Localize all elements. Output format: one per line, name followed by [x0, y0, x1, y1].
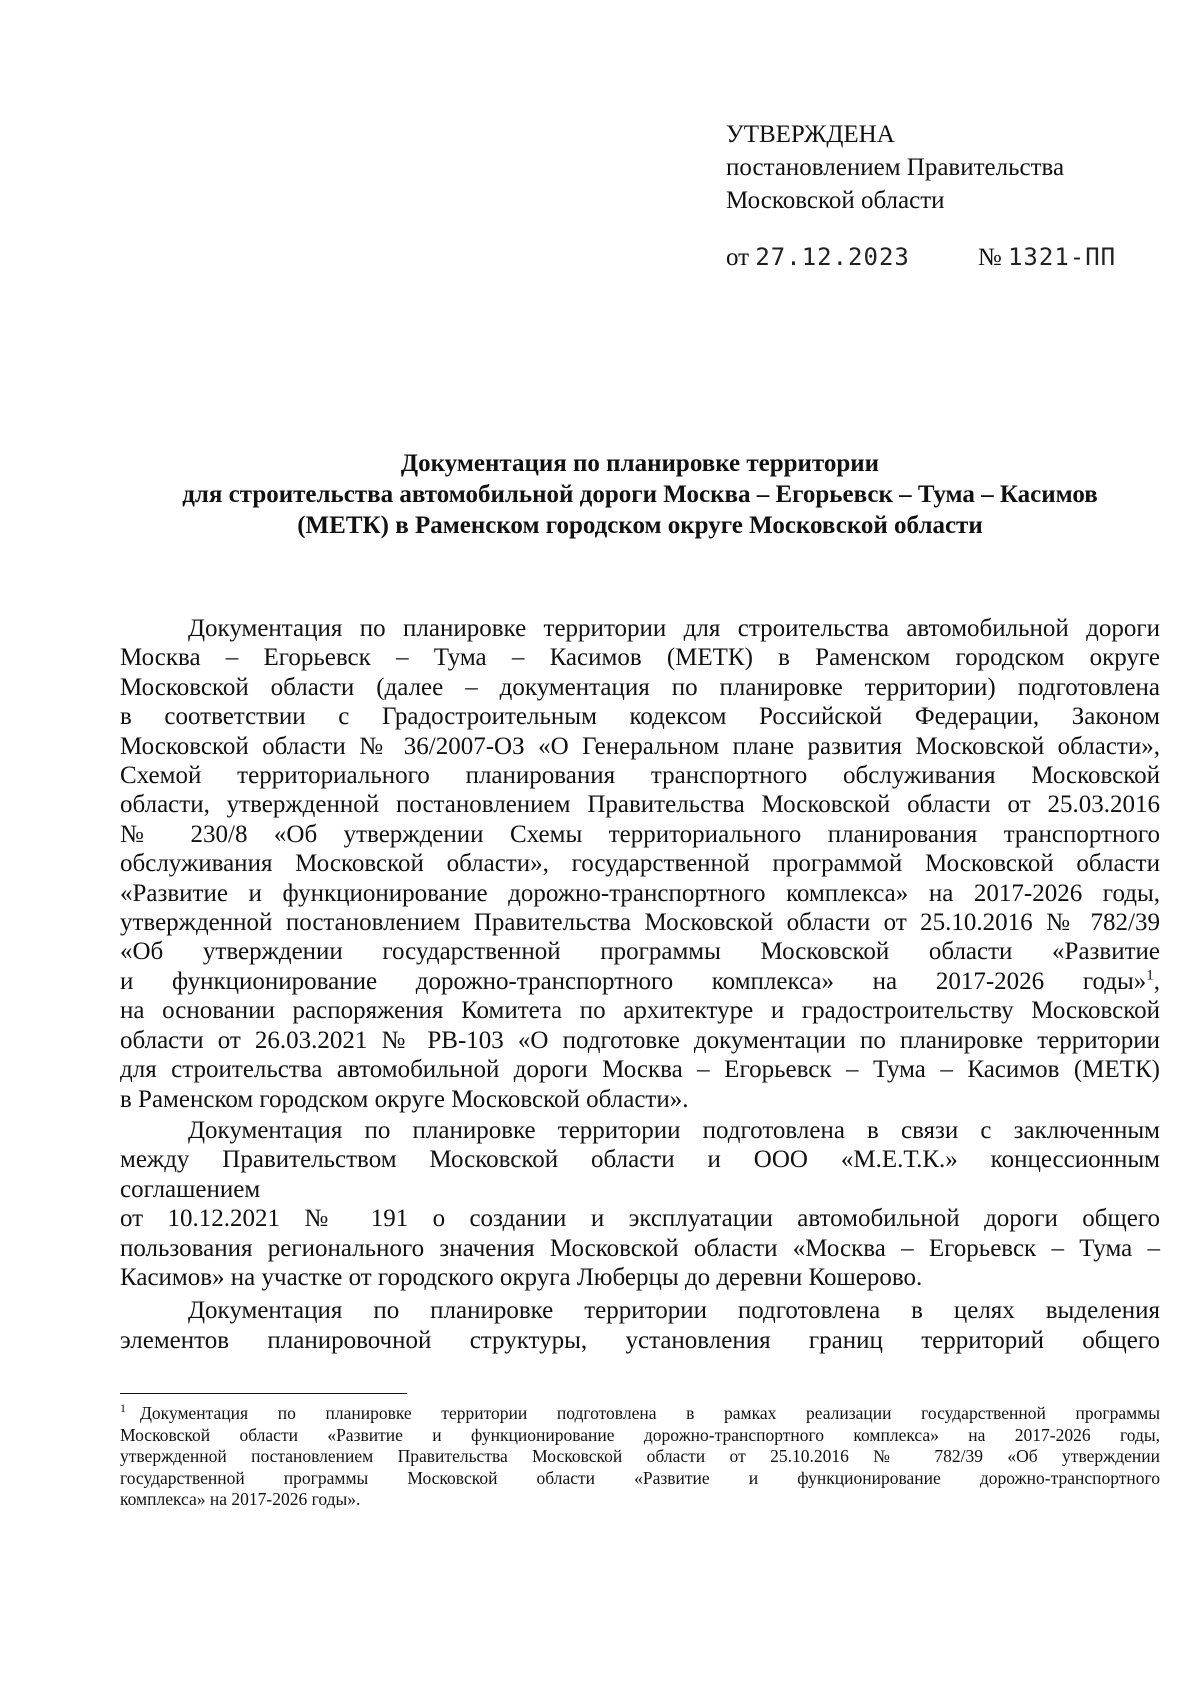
- footnote: [120, 1403, 1160, 1511]
- footnote-line: комплекса» на 2017-2026 годы».: [120, 1489, 361, 1510]
- body-line: на основании распоряжения Комитета по архитектуре и градостроительству Московской: [120, 997, 1160, 1025]
- body-line: «Развитие и функционирование дорожно-транспортного комплекса» на 2017-2026 годы,: [120, 879, 1160, 907]
- footnote-line-text: Документация по планировке территории подготовлена в рамках реализации государственной программы: [140, 1403, 1160, 1423]
- body-line: области, утвержденной постановлением Правительства Московской области от 25.03.2016: [120, 791, 1160, 819]
- body-line: элементов планировочной структуры, установления границ территорий общего: [120, 1326, 1160, 1354]
- body-line: Документация по планировке территории подготовлена в связи с заключенным: [188, 1116, 1160, 1144]
- title-line-2: для строительства автомобильной дороги Москва – Егорьевск – Тума – Касимов: [182, 481, 1098, 508]
- date-prefix: от: [726, 244, 750, 271]
- body-line: в соответствии с Градостроительным кодексом Российской Федерации, Законом: [120, 703, 1160, 731]
- body-line: области от 26.03.2021 № РВ-103 «О подготовке документации по планировке территории: [120, 1026, 1160, 1054]
- body-line: Документация по планировке территории подготовлена в целях выделения: [188, 1297, 1160, 1325]
- body-line: «Об утверждении государственной программы Московской области «Развитие: [120, 938, 1160, 966]
- title-line-1: Документация по планировке территории: [400, 450, 880, 477]
- body-line: в Раменском городском округе Московской области».: [120, 1085, 689, 1113]
- body-line: Документация по планировке территории для строительства автомобильной дороги: [188, 615, 1160, 642]
- body-line: соглашением: [120, 1175, 261, 1203]
- approval-date-line: [726, 243, 1116, 272]
- footnote-separator: [120, 1393, 407, 1394]
- approval-block: [726, 118, 1064, 217]
- body-line-with-footnote: [120, 967, 1160, 996]
- approval-heading: УТВЕРЖДЕНА: [726, 121, 895, 148]
- body-line: пользования регионального значения Московской области «Москва – Егорьевск – Тума –: [120, 1234, 1160, 1262]
- approval-number: 1321-ПП: [1007, 243, 1117, 271]
- body-line: Касимов» на участке от городского округа Люберцы до деревни Кошерово.: [120, 1263, 923, 1291]
- number-prefix: №: [977, 244, 1002, 271]
- body-line: Московской области (далее – документация по планировке территории) подготовлена: [120, 673, 1160, 701]
- document-title: [120, 448, 1160, 541]
- body-line: Москва – Егорьевск – Тума – Касимов (МЕТК) в Раменском городском округе: [120, 644, 1160, 672]
- footnote-mark: 1: [120, 1401, 126, 1416]
- footnote-ref-tail: ,: [1153, 967, 1160, 995]
- footnote-line: [120, 1403, 1160, 1425]
- footnote-line: утвержденной постановлением Правительства Московской области от 25.10.2016 № 782/39 «Об утверждении: [120, 1446, 1160, 1467]
- title-line-3: (МЕТК) в Раменском городском округе Московской области: [297, 512, 983, 539]
- body-line: для строительства автомобильной дороги Москва – Егорьевск – Тума – Касимов (МЕТК): [120, 1056, 1160, 1084]
- footnote-line: Московской области «Развитие и функционирование дорожно-транспортного комплекса» на 2017-2026 годы,: [120, 1424, 1160, 1445]
- body-line: утвержденной постановлением Правительства Московской области от 25.10.2016 № 782/39: [120, 909, 1160, 937]
- body-line: Схемой территориального планирования транспортного обслуживания Московской: [120, 762, 1160, 790]
- footnote-line: государственной программы Московской области «Развитие и функционирование дорожно-транспортного: [120, 1467, 1160, 1488]
- approval-line-3: Московской области: [726, 187, 945, 214]
- body-line: № 230/8 «Об утверждении Схемы территориального планирования транспортного: [120, 820, 1160, 848]
- approval-line-2: постановлением Правительства: [726, 154, 1065, 181]
- body-line-text: и функционирование дорожно-транспортного комплекса» на 2017-2026 годы»: [120, 967, 1147, 995]
- approval-date: 27.12.2023: [755, 243, 910, 271]
- body-line: Московской области № 36/2007-ОЗ «О Генеральном плане развития Московской области»,: [120, 732, 1160, 760]
- body-line: между Правительством Московской области и ООО «М.Е.Т.К.» концессионным: [120, 1146, 1160, 1174]
- body-line: от 10.12.2021 № 191 о создании и эксплуатации автомобильной дороги общего: [120, 1205, 1160, 1233]
- body-line: обслуживания Московской области», государственной программой Московской области: [120, 850, 1160, 878]
- body-text: [120, 614, 1160, 1355]
- footnote-reference: 1: [1146, 967, 1154, 984]
